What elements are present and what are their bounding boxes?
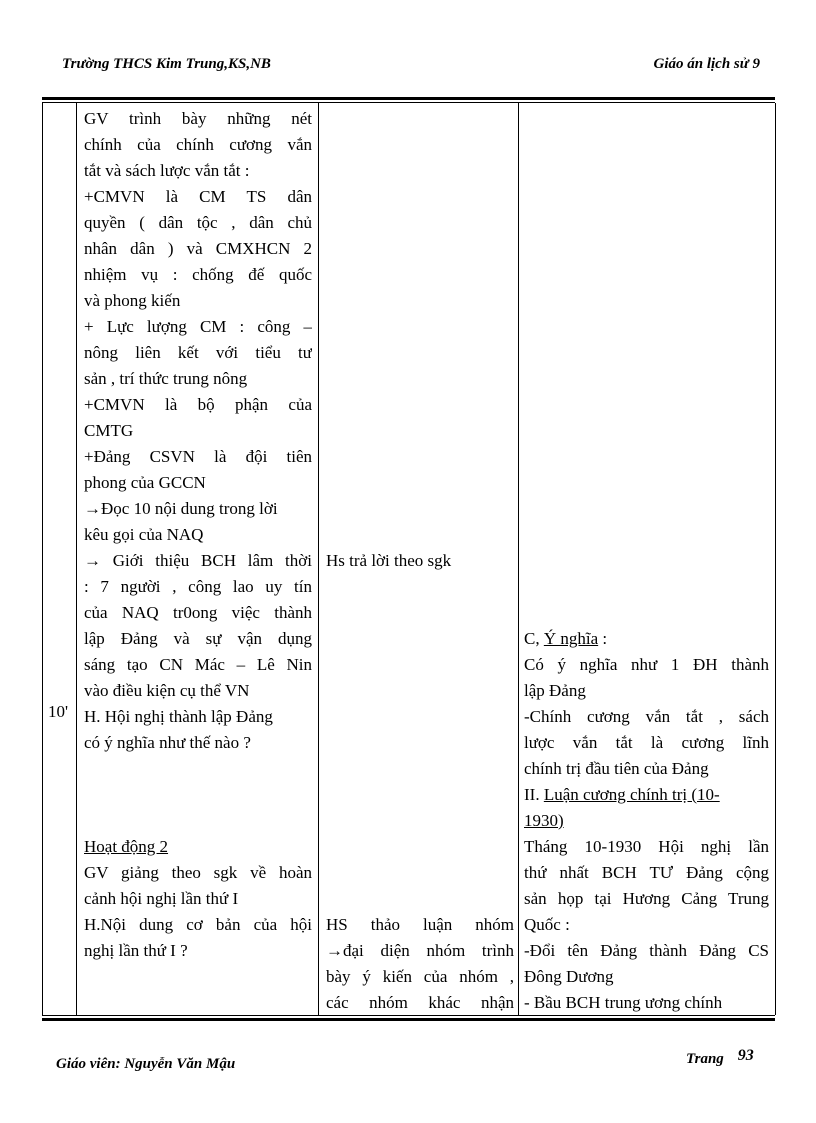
student-line: Hs trả lời theo sgk [326, 551, 452, 570]
table-col-divider-1 [76, 103, 77, 1015]
content-line: lập Đảng [524, 681, 586, 700]
spacer [524, 106, 769, 626]
teacher-line: có ý nghĩa như thế nào ? [84, 733, 251, 752]
page-number: 93 [737, 1047, 754, 1064]
teacher-line: nhân dân ) và CMXHCN 2 [84, 239, 312, 258]
teacher-line: + Lực lượng CM : công – [84, 317, 312, 336]
teacher-line [84, 782, 312, 808]
table-col-divider-2 [318, 103, 319, 1015]
content-line: - Bầu BCH trung ương chính [524, 993, 723, 1012]
teacher-line: quyền ( dân tộc , dân chủ [84, 213, 312, 232]
teacher-line: +Đảng CSVN là đội tiên [84, 447, 312, 466]
spacer [326, 106, 514, 548]
teacher-line: nghị lần thứ I ? [84, 941, 188, 960]
teacher-line: cảnh hội nghị lần thứ I [84, 889, 239, 908]
student-activity-cell [326, 106, 514, 1016]
content-line: sản họp tại Hương Cảng Trung [524, 889, 769, 908]
teacher-line: +CMVN là CM TS dân [84, 187, 312, 206]
teacher-line: chính của chính cương vắn [84, 135, 312, 154]
content-line: lược vắn tắt là cương lĩnh [524, 733, 769, 752]
header-document-title: Giáo án lịch sử 9 [653, 56, 760, 72]
teacher-line: H.Nội dung cơ bản của hội [84, 915, 312, 934]
student-line: bày ý kiến của nhóm , [326, 967, 514, 986]
footer-teacher: Giáo viên: Nguyễn Văn Mậu [56, 1056, 236, 1072]
teacher-line: H. Hội nghị thành lập Đảng [84, 707, 273, 726]
spacer [326, 574, 514, 912]
teacher-line: lập Đảng và sự vận dụng [84, 629, 312, 648]
teacher-line: và phong kiến [84, 291, 181, 310]
teacher-line: sản , trí thức trung nông [84, 369, 248, 388]
teacher-activity-cell [84, 106, 312, 964]
table-right-border [775, 103, 776, 1015]
content-line: Có ý nghĩa như 1 ĐH thành [524, 655, 769, 674]
teacher-line: GV trình bày những nét [84, 109, 312, 128]
content-line: chính trị đầu tiên của Đảng [524, 759, 709, 778]
footer-page [686, 1047, 754, 1068]
teacher-line: +CMVN là bộ phận của [84, 395, 312, 414]
teacher-line: GV giảng theo sgk về hoàn [84, 863, 312, 882]
teacher-line [84, 756, 312, 782]
student-line: các nhóm khác nhận [326, 993, 514, 1012]
student-line: →đại diện nhóm trình [326, 941, 514, 960]
header-school: Trường THCS Kim Trung,KS,NB [62, 56, 271, 72]
teacher-line [84, 808, 312, 834]
teacher-line: : 7 người , công lao uy tín [84, 577, 312, 596]
teacher-line: phong của GCCN [84, 473, 206, 492]
content-line: Quốc : [524, 915, 570, 934]
teacher-line: nông liên kết với tiểu tư [84, 343, 312, 362]
teacher-line: → Giới thiệu BCH lâm thời [84, 551, 312, 570]
teacher-line: nhiệm vụ : chống đế quốc [84, 265, 312, 284]
content-line: Đông Dương [524, 967, 614, 986]
section-ii-heading: II. Luận cương chính trị (10- [524, 785, 720, 804]
content-line: -Đổi tên Đảng thành Đảng CS [524, 941, 769, 960]
table-top-rule [42, 97, 775, 100]
time-cell: 10' [48, 702, 69, 721]
content-line: thứ nhất BCH TƯ Đảng cộng [524, 863, 769, 882]
teacher-line: sáng tạo CN Mác – Lê Nin [84, 655, 312, 674]
teacher-line: của NAQ tr0ong việc thành [84, 603, 312, 622]
content-line: Tháng 10-1930 Hội nghị lần [524, 837, 769, 856]
section-c-heading: C, Ý nghĩa : [524, 629, 608, 648]
table-top-rule-thin [42, 102, 775, 103]
student-line: HS thảo luận nhóm [326, 915, 514, 934]
content-line: -Chính cương vắn tắt , sách [524, 707, 769, 726]
teacher-line: →Đọc 10 nội dung trong lời [84, 499, 278, 518]
table-bottom-rule [42, 1018, 775, 1021]
activity-heading: Hoạt động 2 [84, 837, 169, 856]
table-col-divider-3 [518, 103, 519, 1015]
teacher-line: CMTG [84, 421, 134, 440]
teacher-line: tắt và sách lược vắn tắt : [84, 161, 250, 180]
lesson-content-cell [524, 106, 769, 1016]
table-left-border [42, 103, 43, 1015]
section-ii-heading-cont: 1930) [524, 811, 564, 830]
teacher-line: vào điều kiện cụ thể VN [84, 681, 250, 700]
footer-page-label: Trang [686, 1051, 724, 1067]
teacher-line: kêu gọi của NAQ [84, 525, 204, 544]
